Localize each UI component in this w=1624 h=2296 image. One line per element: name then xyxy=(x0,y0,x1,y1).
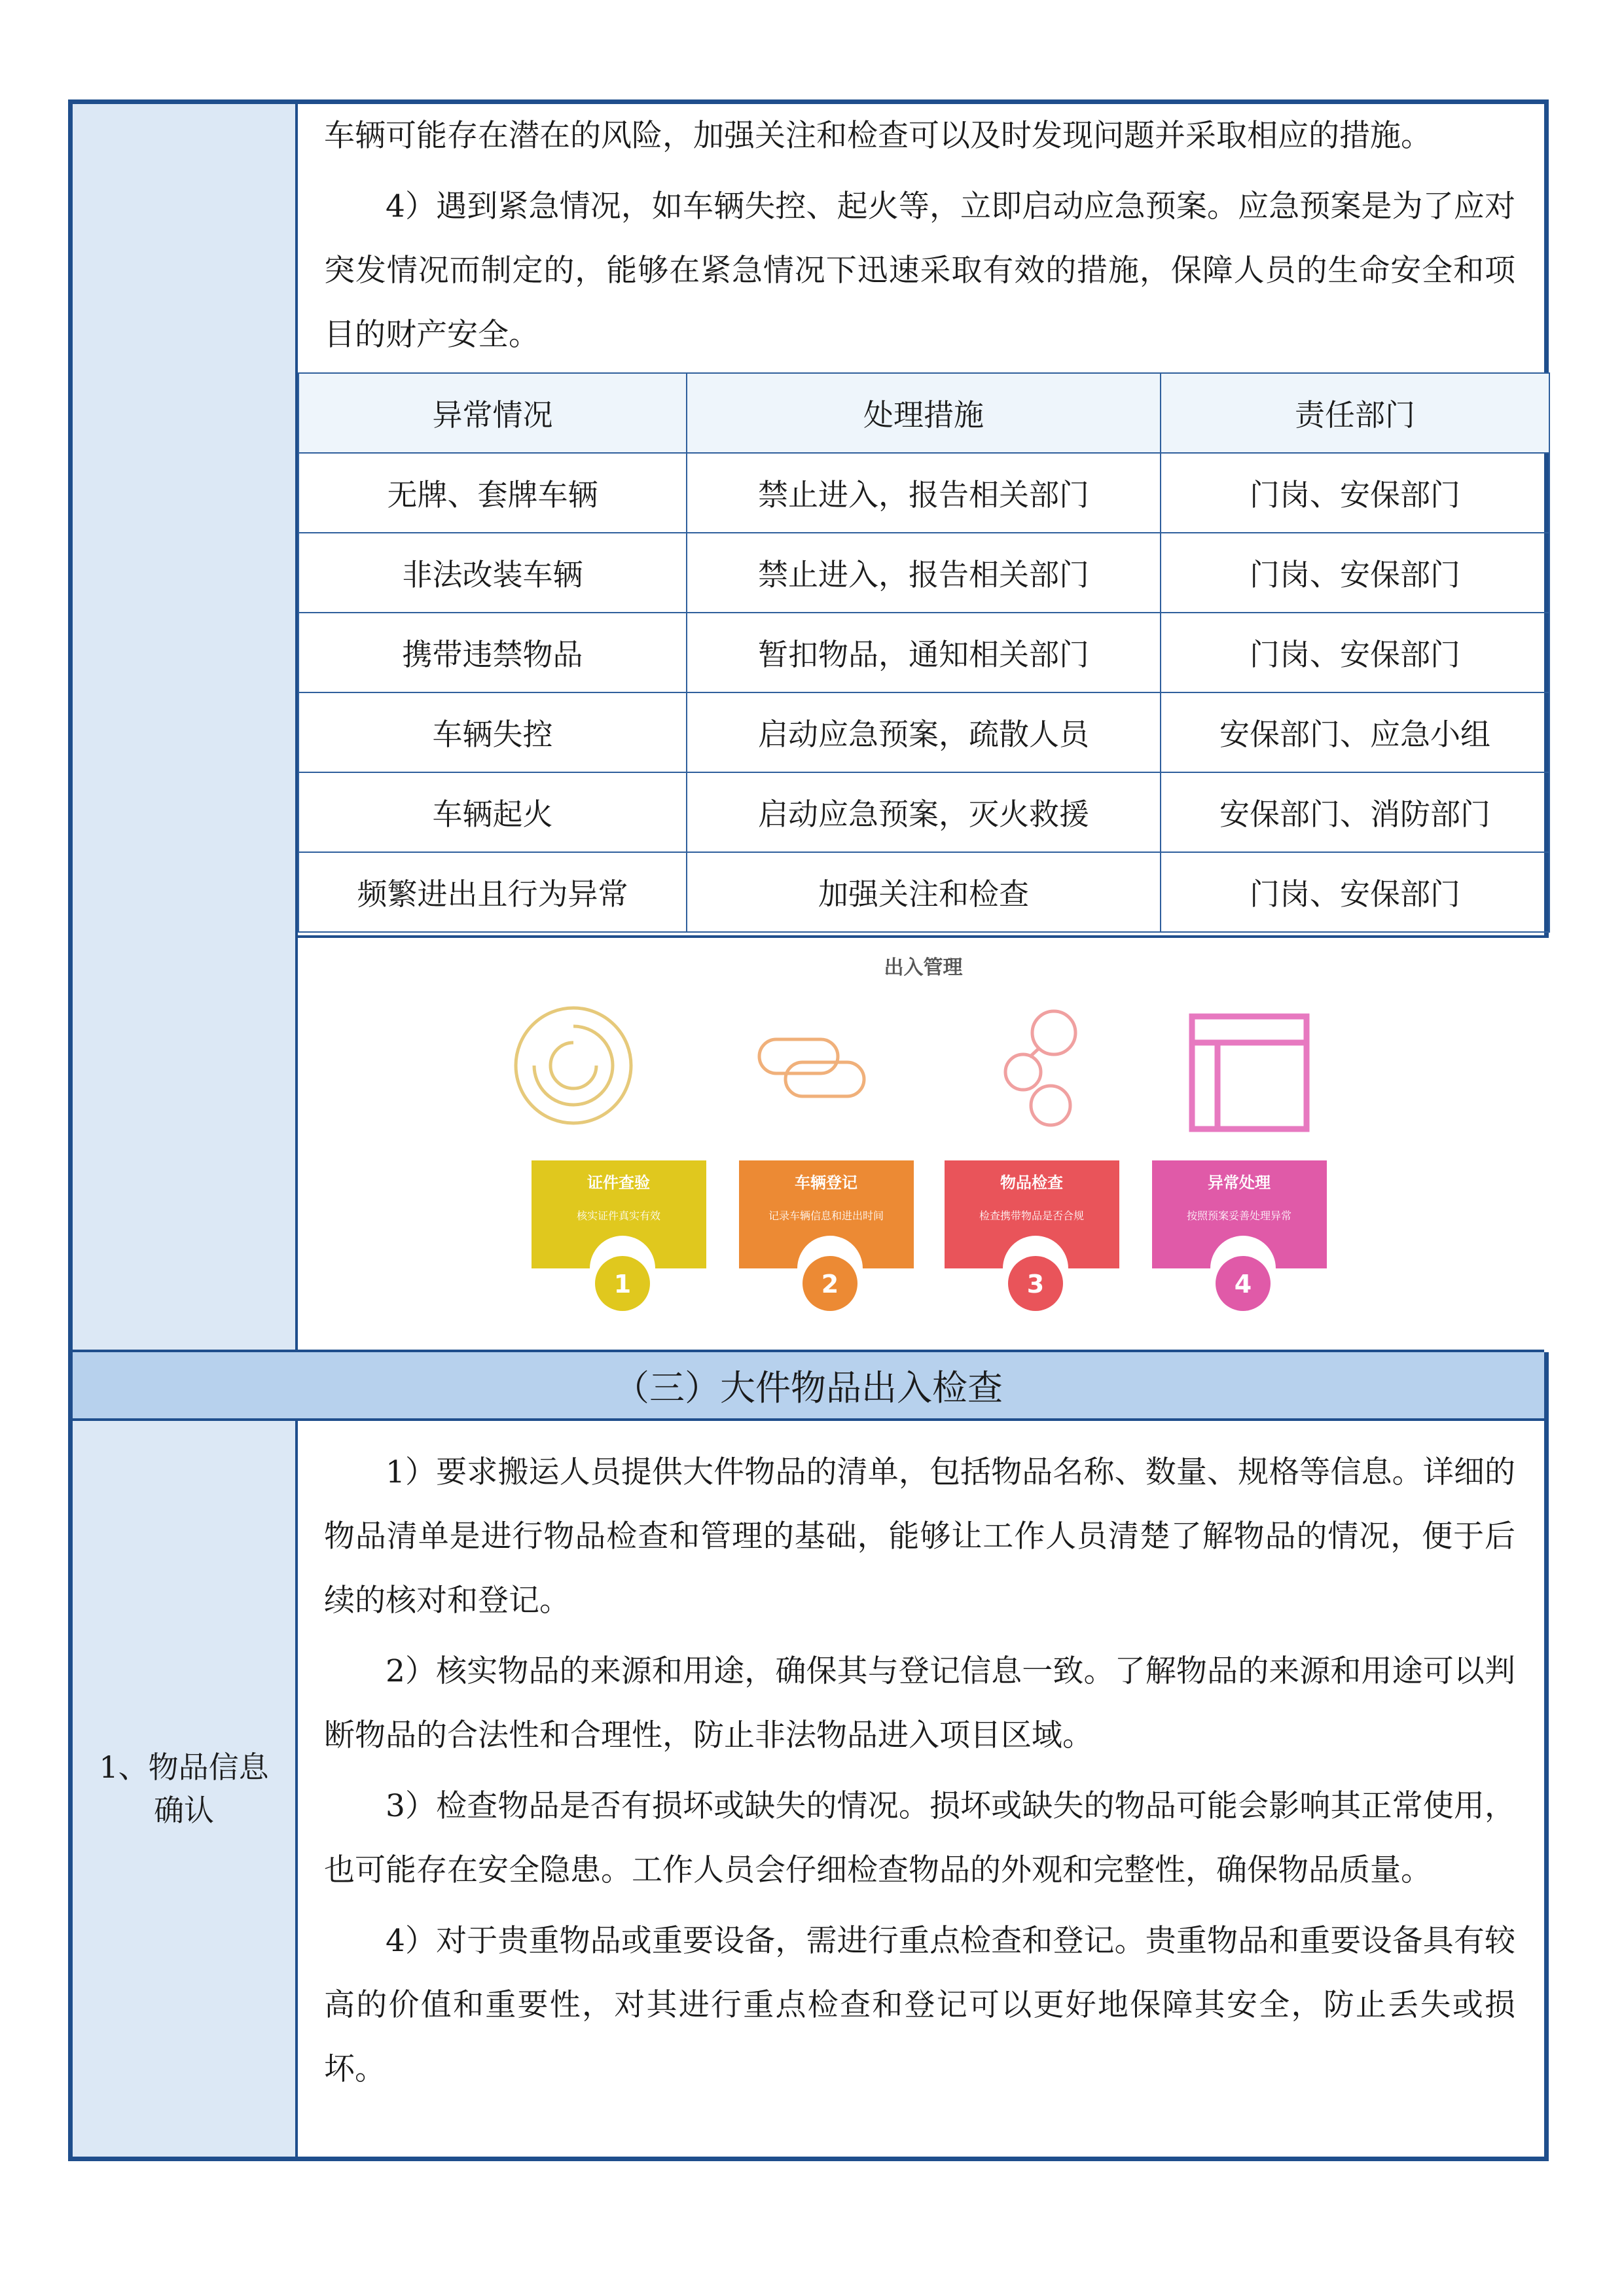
left-label-column-top xyxy=(73,104,298,1350)
table-cell: 门岗、安保部门 xyxy=(1161,453,1549,533)
card-number: 1 xyxy=(613,1270,632,1299)
table-cell: 暂扣物品，通知相关部门 xyxy=(687,613,1161,692)
anomaly-table xyxy=(298,372,1550,933)
figure-title: 出入管理 xyxy=(884,956,963,979)
section-heading: （三）大件物品出入检查 xyxy=(73,1350,1544,1421)
table-cell: 无牌、套牌车辆 xyxy=(298,453,687,533)
table-row xyxy=(298,613,1549,692)
table-cell: 启动应急预案，疏散人员 xyxy=(687,692,1161,772)
card-label: 证件查验 xyxy=(587,1174,650,1192)
table-cell: 车辆起火 xyxy=(298,772,687,852)
table-cell: 门岗、安保部门 xyxy=(1161,533,1549,613)
card-number: 3 xyxy=(1026,1270,1045,1299)
document-frame xyxy=(68,99,1549,2161)
figure-graphic xyxy=(298,938,1549,1350)
table-row xyxy=(298,453,1549,533)
row-label: 1、物品信息确认 xyxy=(99,1749,269,1828)
paragraph-4: 4）遇到紧急情况，如车辆失控、起火等，立即启动应急预案。应急预案是为了应对突发情况而制定的，能够在紧急情况下迅速采取有效的措施，保障人员的生命安全和项目的财产安全。 xyxy=(324,188,1515,353)
table-cell: 启动应急预案，灭火救援 xyxy=(687,772,1161,852)
table-row xyxy=(298,533,1549,613)
table-cell: 安保部门、应急小组 xyxy=(1161,692,1549,772)
paragraph-continuation: 车辆可能存在潜在的风险，加强关注和检查可以及时发现问题并采取相应的措施。 xyxy=(324,118,1432,154)
card-number: 2 xyxy=(821,1270,839,1299)
paragraph-item: 3）检查物品是否有损坏或缺失的情况。损坏或缺失的物品可能会影响其正常使用，也可能存在安全隐患。工作人员会仔细检查物品的外观和完整性，确保物品质量。 xyxy=(324,1788,1515,1888)
table-row xyxy=(298,692,1549,772)
table-cell: 加强关注和检查 xyxy=(687,852,1161,932)
card-label: 异常处理 xyxy=(1208,1174,1271,1192)
circle-rings-icon xyxy=(516,1008,631,1123)
paragraph-item: 2）核实物品的来源和用途，确保其与登记信息一致。了解物品的来源和用途可以判断物品的合法性和合理性，防止非法物品进入项目区域。 xyxy=(324,1653,1515,1753)
table-cell: 车辆失控 xyxy=(298,692,687,772)
table-row xyxy=(298,772,1549,852)
table-cell: 门岗、安保部门 xyxy=(1161,852,1549,932)
table-header-row xyxy=(298,373,1549,453)
card-desc: 记录车辆信息和进出时间 xyxy=(768,1210,884,1222)
table-cell: 频繁进出且行为异常 xyxy=(298,852,687,932)
table-row xyxy=(298,852,1549,932)
card-desc: 检查携带物品是否合规 xyxy=(979,1210,1085,1222)
table-cell: 非法改装车辆 xyxy=(298,533,687,613)
bottom-text-block xyxy=(298,1421,1544,2102)
access-management-figure xyxy=(298,935,1549,1352)
table-header: 责任部门 xyxy=(1161,373,1549,453)
table-cell: 门岗、安保部门 xyxy=(1161,613,1549,692)
table-header: 异常情况 xyxy=(298,373,687,453)
card-label: 物品检查 xyxy=(1000,1174,1063,1192)
nodes-icon xyxy=(1005,1011,1075,1125)
card-number: 4 xyxy=(1234,1270,1252,1299)
top-text-block xyxy=(298,104,1544,371)
table-header: 处理措施 xyxy=(687,373,1161,453)
card-label: 车辆登记 xyxy=(795,1174,857,1192)
table-cell: 禁止进入，报告相关部门 xyxy=(687,453,1161,533)
left-label-column-bottom xyxy=(73,1421,298,2157)
table-cell: 安保部门、消防部门 xyxy=(1161,772,1549,852)
link-icon xyxy=(759,1039,864,1096)
table-cell: 携带违禁物品 xyxy=(298,613,687,692)
card-desc: 核实证件真实有效 xyxy=(576,1210,661,1222)
card-desc: 按照预案妥善处理异常 xyxy=(1186,1210,1292,1222)
table-cell: 禁止进入，报告相关部门 xyxy=(687,533,1161,613)
layout-icon xyxy=(1192,1016,1307,1129)
paragraph-item: 4）对于贵重物品或重要设备，需进行重点检查和登记。贵重物品和重要设备具有较高的价值和重要性，对其进行重点检查和登记可以更好地保障其安全，防止丢失或损坏。 xyxy=(324,1923,1515,2087)
paragraph-item: 1）要求搬运人员提供大件物品的清单，包括物品名称、数量、规格等信息。详细的物品清单是进行物品检查和管理的基础，能够让工作人员清楚了解物品的情况，便于后续的核对和登记。 xyxy=(324,1454,1515,1619)
